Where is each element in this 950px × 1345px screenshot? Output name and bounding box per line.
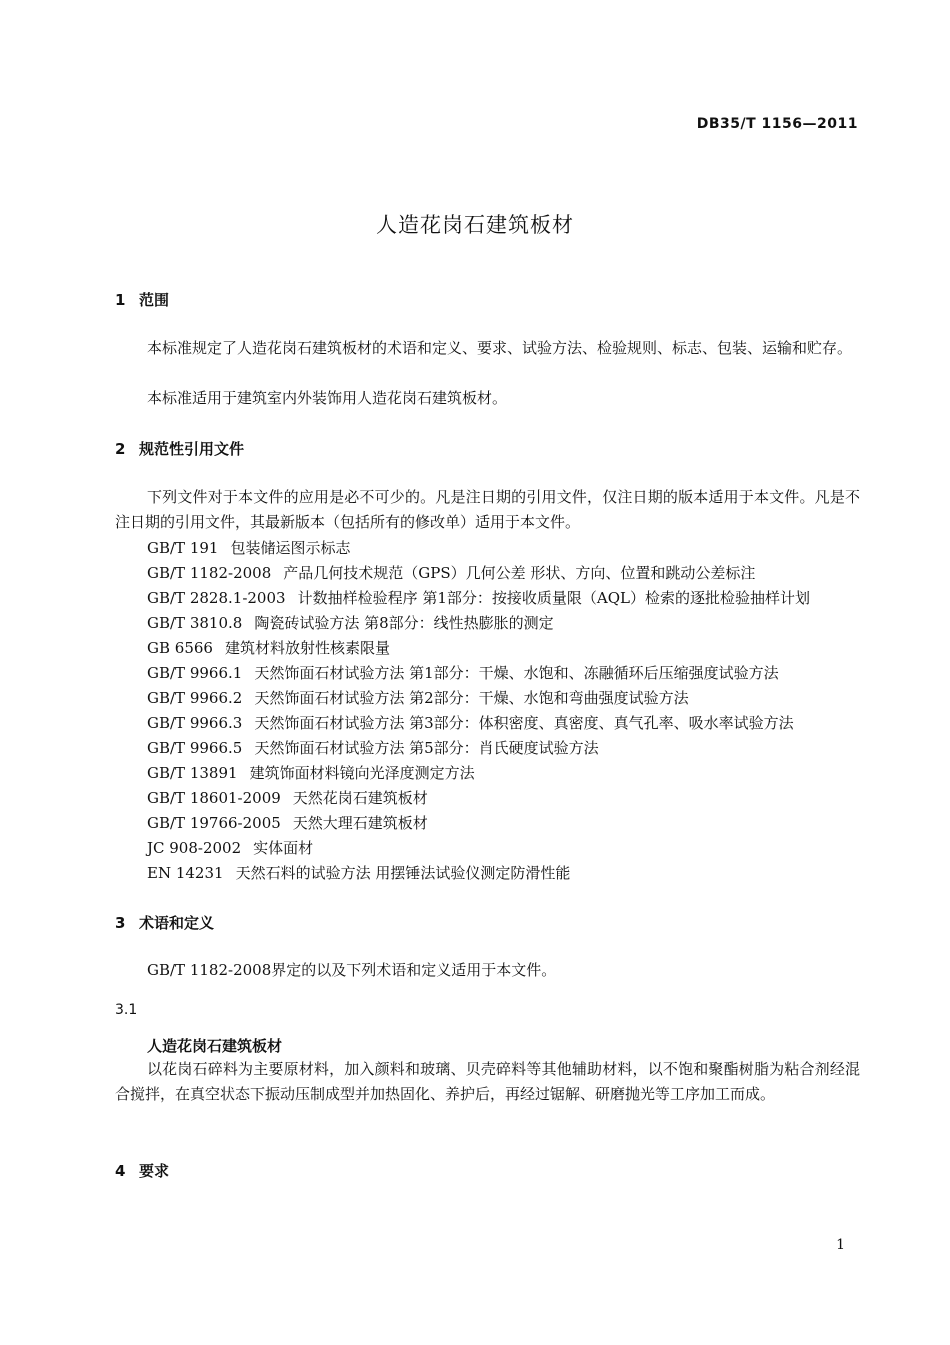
reference-code: GB/T 3810.8 <box>147 614 243 632</box>
section-heading-normative <box>115 438 244 459</box>
reference-item <box>147 687 689 708</box>
reference-code: GB/T 19766-2005 <box>147 814 281 832</box>
reference-item <box>147 837 313 858</box>
reference-title: 天然饰面石材试验方法 第1部分：干燥、水饱和、冻融循环后压缩强度试验方法 <box>254 664 779 682</box>
reference-title: 建筑饰面材料镜向光泽度测定方法 <box>249 764 475 782</box>
reference-title: 实体面材 <box>253 839 314 857</box>
section-number: 2 <box>115 440 126 458</box>
reference-code: GB/T 18601-2009 <box>147 789 281 807</box>
reference-code: GB/T 9966.5 <box>147 739 243 757</box>
standard-code: DB35/T 1156—2011 <box>696 116 858 132</box>
reference-title: 包装储运图示标志 <box>230 539 351 557</box>
reference-title: 建筑材料放射性核素限量 <box>224 639 390 657</box>
term-title: 人造花岗石建筑板材 <box>147 1037 283 1055</box>
reference-title: 天然饰面石材试验方法 第5部分：肖氏硬度试验方法 <box>254 739 599 757</box>
section-heading-terms <box>115 912 214 933</box>
reference-title: 天然花岗石建筑板材 <box>292 789 428 807</box>
reference-code: GB/T 9966.1 <box>147 664 243 682</box>
reference-item <box>147 762 475 783</box>
reference-title: 天然饰面石材试验方法 第3部分：体积密度、真密度、真气孔率、吸水率试验方法 <box>254 714 794 732</box>
reference-code: JC 908-2002 <box>147 839 242 857</box>
reference-item <box>147 562 755 583</box>
page-title: 人造花岗石建筑板材 <box>376 213 574 237</box>
reference-item <box>147 737 599 758</box>
reference-code: EN 14231 <box>147 864 224 882</box>
section-title: 术语和定义 <box>139 914 215 932</box>
page-number: 1 <box>836 1237 845 1253</box>
reference-code: GB/T 2828.1-2003 <box>147 589 286 607</box>
reference-title: 天然饰面石材试验方法 第2部分：干燥、水饱和弯曲强度试验方法 <box>254 689 689 707</box>
reference-code: GB/T 1182-2008 <box>147 564 272 582</box>
term-number: 3.1 <box>115 1002 138 1018</box>
terms-intro: GB/T 1182-2008界定的以及下列术语和定义适用于本文件。 <box>147 961 557 979</box>
section-title: 要求 <box>139 1162 170 1180</box>
reference-title: 天然石料的试验方法 用摆锤法试验仪测定防滑性能 <box>235 864 571 882</box>
reference-item <box>147 812 428 833</box>
reference-code: GB/T 9966.3 <box>147 714 243 732</box>
section-number: 3 <box>115 914 126 932</box>
reference-item <box>147 612 554 633</box>
section-heading-scope <box>115 289 169 310</box>
reference-code: GB/T 191 <box>147 539 219 557</box>
section-title: 规范性引用文件 <box>139 440 245 458</box>
scope-paragraph-2: 本标准适用于建筑室内外装饰用人造花岗石建筑板材。 <box>147 389 508 407</box>
scope-paragraph-1: 本标准规定了人造花岗石建筑板材的术语和定义、要求、试验方法、检验规则、标志、包装、运输和贮存。 <box>147 339 853 357</box>
term-definition: 以花岗石碎料为主要原材料，加入颜料和玻璃、贝壳碎料等其他辅助材料，以不饱和聚酯树脂为粘合剂经混合搅拌，在真空状态下振动压制成型并加热固化、养护后，再经过锯解、研磨抛光等工序加工而成。 <box>115 1060 860 1103</box>
reference-title: 计数抽样检验程序 第1部分：按接收质量限（AQL）检索的逐批检验抽样计划 <box>297 589 810 607</box>
reference-code: GB 6566 <box>147 639 213 657</box>
section-heading-requirements <box>115 1160 169 1181</box>
reference-item <box>147 662 779 683</box>
section-title: 范围 <box>139 291 170 309</box>
reference-item <box>147 587 810 608</box>
reference-item <box>147 537 350 558</box>
normative-intro: 下列文件对于本文件的应用是必不可少的。凡是注日期的引用文件，仅注日期的版本适用于本文件。凡是不注日期的引用文件，其最新版本（包括所有的修改单）适用于本文件。 <box>115 488 860 531</box>
reference-title: 产品几何技术规范（GPS）几何公差 形状、方向、位置和跳动公差标注 <box>283 564 756 582</box>
reference-item <box>147 862 570 883</box>
reference-title: 天然大理石建筑板材 <box>292 814 428 832</box>
reference-item <box>147 787 428 808</box>
reference-code: GB/T 9966.2 <box>147 689 243 707</box>
section-number: 4 <box>115 1162 126 1180</box>
reference-title: 陶瓷砖试验方法 第8部分：线性热膨胀的测定 <box>254 614 554 632</box>
reference-code: GB/T 13891 <box>147 764 238 782</box>
section-number: 1 <box>115 291 126 309</box>
reference-item <box>147 637 390 658</box>
reference-item <box>147 712 794 733</box>
